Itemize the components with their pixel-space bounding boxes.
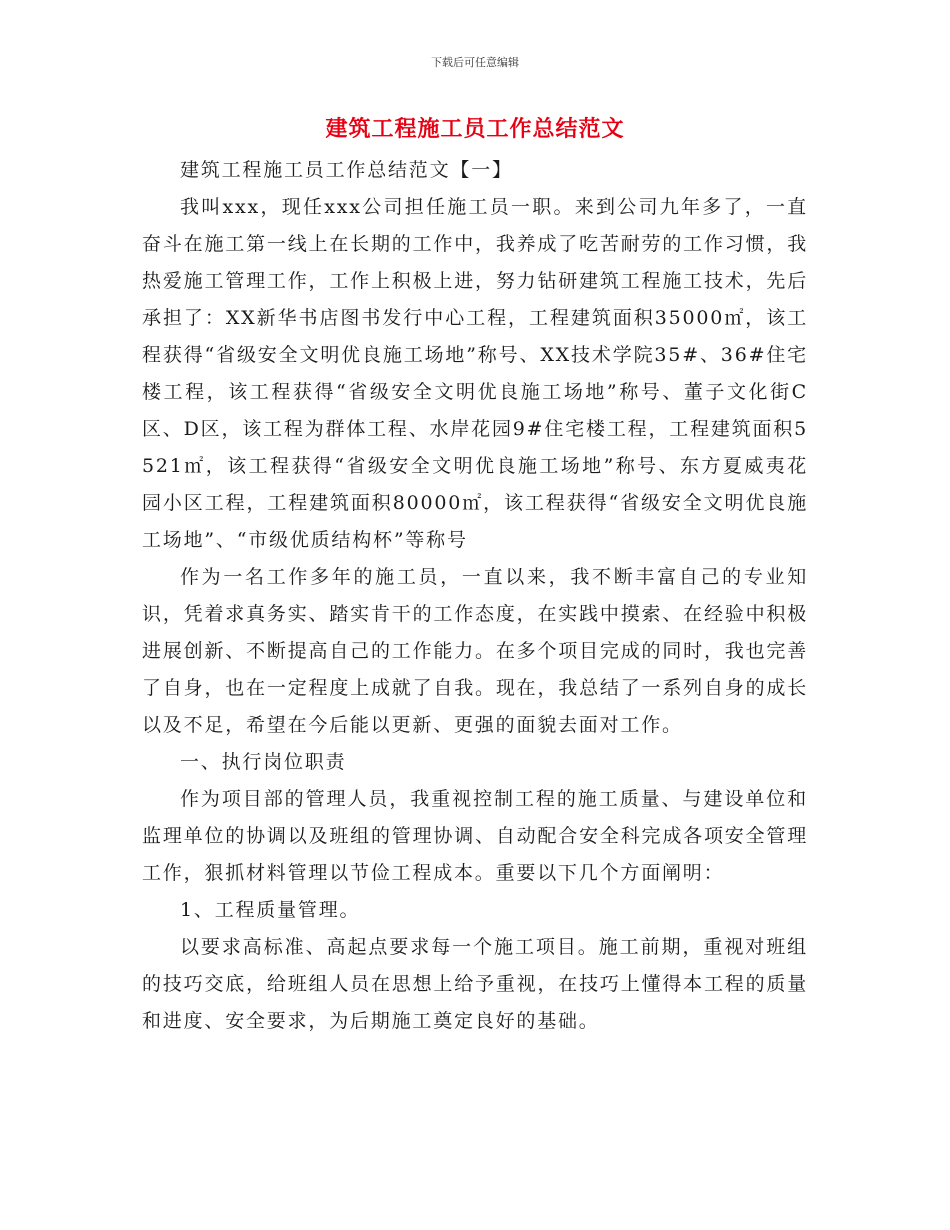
document-title: 建筑工程施工员工作总结范文: [325, 116, 625, 142]
body-paragraph: 我叫xxx，现任xxx公司担任施工员一职。来到公司九年多了，一直奋斗在施工第一线上在长期的工作中，我养成了吃苦耐劳的工作习惯，我热爱施工管理工作，工作上积极上进，努力钻研建筑工程施工技术，先后承担了：XX新华书店图书发行中心工程，工程建筑面积35000㎡，该工程获得“省级安全文明优良施工场地”称号、XX技术学院35#、36#住宅楼工程，该工程获得“省级安全文明优良施工场地”称号、董子文化街C区、D区，该工程为群体工程、水岸花园9#住宅楼工程，工程建筑面积5521㎡，该工程获得“省级安全文明优良施工场地”称号、东方夏威夷花园小区工程，工程建筑面积80000㎡，该工程获得“省级安全文明优良施工场地”、“市级优质结构杯”等称号: [142, 196, 808, 551]
document-body: [142, 152, 808, 1040]
body-paragraph: 作为一名工作多年的施工员，一直以来，我不断丰富自己的专业知识，凭着求真务实、踏实肯干的工作态度，在实践中摸索、在经验中积极进展创新、不断提高自己的工作能力。在多个项目完成的同时，我也完善了自身，也在一定程度上成就了自我。现在，我总结了一系列自身的成长以及不足，希望在今后能以更新、更强的面貌去面对工作。: [142, 566, 808, 736]
section-heading: 建筑工程施工员工作总结范文【一】: [180, 159, 513, 181]
body-paragraph: 作为项目部的管理人员，我重视控制工程的施工质量、与建设单位和监理单位的协调以及班组的管理协调、自动配合安全科完成各项安全管理工作，狠抓材料管理以节俭工程成本。重要以下几个方面阐明：: [142, 788, 808, 884]
header-note: 下载后可任意编辑: [431, 56, 519, 69]
subsection-heading: 1、工程质量管理。: [180, 899, 361, 921]
section-heading: 一、执行岗位职责: [180, 751, 347, 773]
body-paragraph: 以要求高标准、高起点要求每一个施工项目。施工前期，重视对班组的技巧交底，给班组人员在思想上给予重视，在技巧上懂得本工程的质量和进度、安全要求，为后期施工奠定良好的基础。: [142, 936, 808, 1032]
